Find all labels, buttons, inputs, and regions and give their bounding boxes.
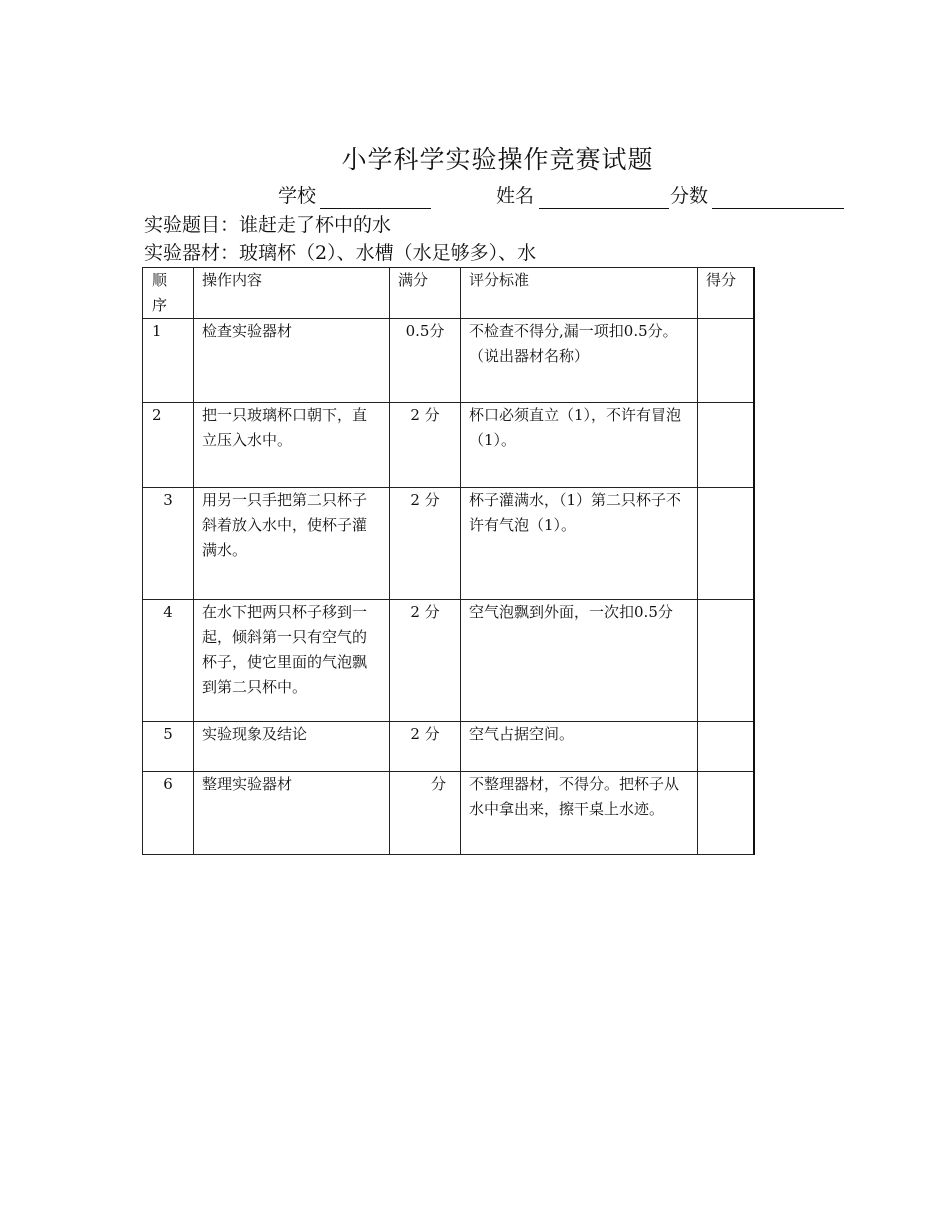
row-content: 实验现象及结论 — [194, 722, 390, 772]
row-seq: 4 — [143, 600, 194, 722]
row-criteria: 空气占据空间。 — [461, 722, 698, 772]
row-full: 0.5分 — [390, 319, 461, 403]
row-full: 2 分 — [390, 488, 461, 600]
experiment-topic: 实验题目：谁赶走了杯中的水 — [144, 214, 392, 236]
row-criteria: 杯口必须直立（1），不许有冒泡（1）。 — [461, 403, 698, 488]
row-score-cell[interactable] — [698, 319, 754, 403]
page-title: 小学科学实验操作竞赛试题 — [341, 145, 654, 174]
row-criteria: 不检查不得分,漏一项扣0.5分。（说出器材名称） — [461, 319, 698, 403]
header-full: 满分 — [390, 268, 461, 319]
row-full: 2 分 — [390, 722, 461, 772]
table-row — [143, 319, 754, 403]
row-content: 检查实验器材 — [194, 319, 390, 403]
row-content: 在水下把两只杯子移到一起，倾斜第一只有空气的杯子，使它里面的气泡飘到第二只杯中。 — [194, 600, 390, 722]
row-score-cell[interactable] — [698, 488, 754, 600]
table-row — [143, 488, 754, 600]
row-content: 用另一只手把第二只杯子斜着放入水中，使杯子灌满水。 — [194, 488, 390, 600]
table-row — [143, 722, 754, 772]
table-header-row — [143, 268, 754, 319]
row-criteria: 不整理器材，不得分。把杯子从水中拿出来，擦干桌上水迹。 — [461, 772, 698, 855]
name-blank[interactable] — [539, 208, 669, 209]
row-criteria: 空气泡飘到外面，一次扣0.5分 — [461, 600, 698, 722]
row-seq: 2 — [143, 403, 194, 488]
row-content: 把一只玻璃杯口朝下，直立压入水中。 — [194, 403, 390, 488]
score-blank[interactable] — [712, 208, 844, 209]
row-seq: 6 — [143, 772, 194, 855]
row-seq: 5 — [143, 722, 194, 772]
table-row — [143, 772, 754, 855]
row-score-cell[interactable] — [698, 600, 754, 722]
table-row — [143, 600, 754, 722]
header-seq: 顺序 — [143, 268, 194, 319]
school-blank[interactable] — [320, 208, 431, 209]
experiment-materials: 实验器材：玻璃杯（2）、水槽（水足够多）、水 — [144, 242, 537, 264]
header-score: 得分 — [698, 268, 754, 319]
header-criteria: 评分标准 — [461, 268, 698, 319]
row-score-cell[interactable] — [698, 722, 754, 772]
header-content: 操作内容 — [194, 268, 390, 319]
score-label: 分数 — [670, 185, 709, 207]
row-score-cell[interactable] — [698, 403, 754, 488]
name-label: 姓名 — [496, 185, 535, 207]
row-criteria: 杯子灌满水，（1）第二只杯子不许有气泡（1）。 — [461, 488, 698, 600]
row-content: 整理实验器材 — [194, 772, 390, 855]
row-full: 2 分 — [390, 600, 461, 722]
row-seq: 3 — [143, 488, 194, 600]
school-label: 学校 — [278, 185, 317, 207]
row-seq: 1 — [143, 319, 194, 403]
scoring-table — [142, 267, 755, 855]
table-row — [143, 403, 754, 488]
row-full: 分 — [390, 772, 461, 855]
row-full: 2 分 — [390, 403, 461, 488]
row-score-cell[interactable] — [698, 772, 754, 855]
